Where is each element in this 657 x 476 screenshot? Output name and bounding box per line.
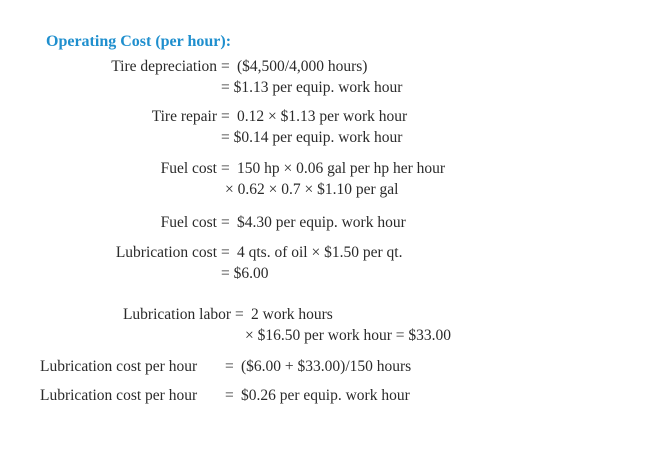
row-label: Lubrication labor <box>122 306 231 323</box>
row-lubrication-cost <box>0 244 657 264</box>
row-continuation-text: = $6.00 <box>221 265 269 282</box>
row-value: $0.26 per equip. work hour <box>241 387 410 404</box>
equals-sign: = <box>221 108 230 125</box>
row-label: Tire repair <box>151 108 217 125</box>
row-tire-repair <box>0 108 657 128</box>
equals-sign: = <box>221 160 230 177</box>
row-continuation-text: = $1.13 per equip. work hour <box>221 79 403 96</box>
row-label: Lubrication cost per hour <box>40 358 198 375</box>
row-lubrication-cost-per-hour-result <box>0 387 657 407</box>
equals-sign: = <box>221 58 230 75</box>
row-continuation <box>0 129 657 149</box>
row-label: Tire depreciation <box>111 58 217 75</box>
row-fuel-cost <box>0 160 657 180</box>
equals-sign: = <box>225 358 234 375</box>
row-label: Lubrication cost per hour <box>40 387 198 404</box>
row-label: Fuel cost <box>160 160 217 177</box>
equals-sign: = <box>225 387 234 404</box>
row-value: 150 hp × 0.06 gal per hp her hour <box>237 160 446 177</box>
equals-sign: = <box>235 306 244 323</box>
row-continuation <box>0 327 657 347</box>
row-lubrication-labor <box>0 306 657 326</box>
row-continuation <box>0 181 657 201</box>
equals-sign: = <box>221 244 230 261</box>
equals-sign: = <box>221 214 230 231</box>
row-continuation <box>0 265 657 285</box>
row-lubrication-cost-per-hour <box>0 358 657 378</box>
section-heading: Operating Cost (per hour): <box>46 33 232 50</box>
row-continuation <box>0 79 657 99</box>
row-tire-depreciation <box>0 58 657 78</box>
row-continuation-text: × $16.50 per work hour = $33.00 <box>245 327 452 344</box>
row-continuation-text: × 0.62 × 0.7 × $1.10 per gal <box>225 181 399 198</box>
row-value: 0.12 × $1.13 per work hour <box>237 108 408 125</box>
row-label: Lubrication cost <box>115 244 217 261</box>
row-value: 2 work hours <box>251 306 333 323</box>
row-value: ($6.00 + $33.00)/150 hours <box>241 358 412 375</box>
row-value: $4.30 per equip. work hour <box>237 214 406 231</box>
row-value: 4 qts. of oil × $1.50 per qt. <box>237 244 403 261</box>
row-fuel-cost-result <box>0 214 657 234</box>
row-value: ($4,500/4,000 hours) <box>237 58 368 75</box>
row-continuation-text: = $0.14 per equip. work hour <box>221 129 403 146</box>
row-label: Fuel cost <box>160 214 217 231</box>
